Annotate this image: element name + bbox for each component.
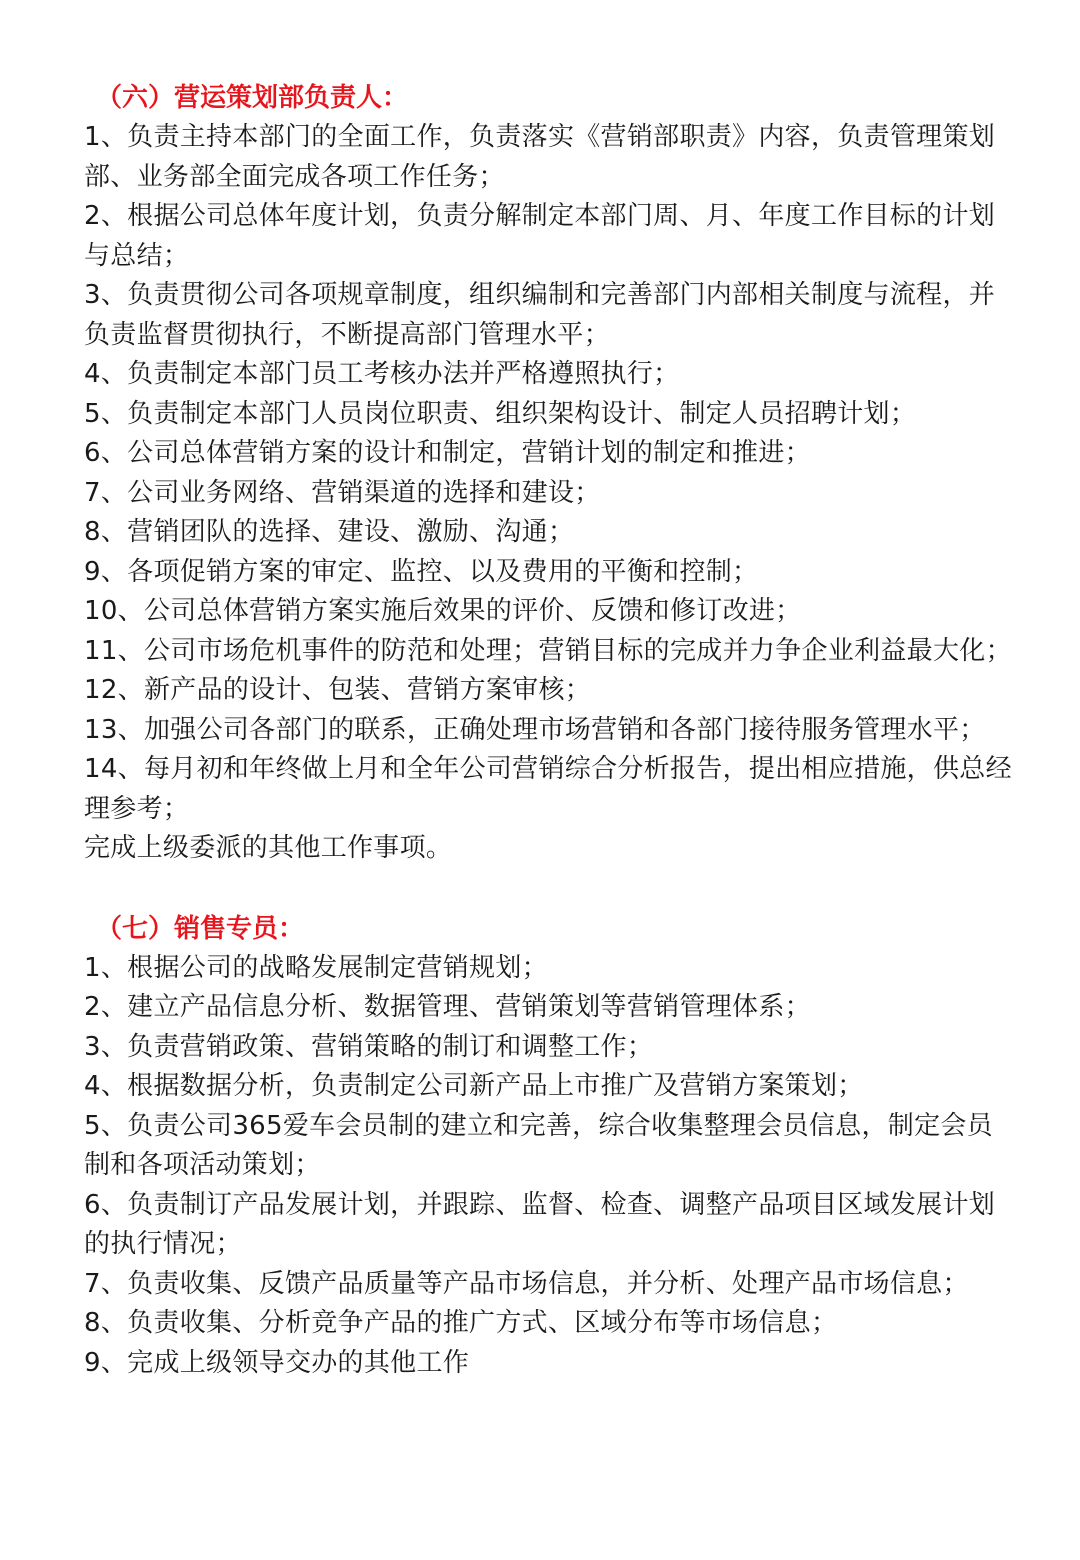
list-item: 6、公司总体营销方案的设计和制定，营销计划的制定和推进； [84,438,811,468]
section-spacer [84,869,1014,909]
section-7-title: （七）销售专员： [96,913,305,944]
list-item: 14、每月初和年终做上月和全年公司营销综合分析报告，提出相应措施，供总经理参考； [84,754,1012,824]
list-item: 3、负责营销政策、营销策略的制订和调整工作； [84,1031,654,1062]
list-item: 7、负责收集、反馈产品质量等产品市场信息，并分析、处理产品市场信息； [84,1268,969,1299]
section-6-list [84,118,1014,869]
list-item: 2、根据公司总体年度计划，负责分解制定本部门周、月、年度工作目标的计划与总结； [84,201,996,271]
list-item: 13、加强公司各部门的联系，正确处理市场营销和各部门接待服务管理水平； [84,714,986,745]
list-item: 5、负责制定本部门人员岗位职责、组织架构设计、制定人员招聘计划； [84,398,917,429]
document-page [84,78,1014,1383]
list-item: 1、负责主持本部门的全面工作，负责落实《营销部职责》内容，负责管理策划部、业务部全面完成各项工作任务； [84,122,996,192]
list-item: 完成上级委派的其他工作事项。 [84,833,453,863]
list-item: 5、负责公司365爱车会员制的建立和完善，综合收集整理会员信息，制定会员制和各项活动策划； [84,1110,993,1180]
section-7-list [84,949,1014,1384]
list-item: 12、新产品的设计、包装、营销方案审核； [84,675,592,705]
list-item: 2、建立产品信息分析、数据管理、营销策划等营销管理体系； [84,992,811,1022]
list-item: 7、公司业务网络、营销渠道的选择和建设； [84,477,601,508]
list-item: 1、根据公司的战略发展制定营销规划； [84,952,548,983]
list-item: 10、公司总体营销方案实施后效果的评价、反馈和修订改进； [84,596,802,626]
list-item: 9、各项促销方案的审定、监控、以及费用的平衡和控制； [84,556,759,587]
list-item: 3、负责贯彻公司各项规章制度，组织编制和完善部门内部相关制度与流程，并负责监督贯彻执行，不断提高部门管理水平； [84,280,996,350]
list-item: 6、负责制订产品发展计划，并跟踪、监督、检查、调整产品项目区域发展计划的执行情况； [84,1189,996,1259]
list-item: 4、根据数据分析，负责制定公司新产品上市推广及营销方案策划； [84,1071,864,1101]
list-item: 8、负责收集、分析竞争产品的推广方式、区域分布等市场信息； [84,1308,838,1338]
list-item: 11、公司市场危机事件的防范和处理；营销目标的完成并力争企业利益最大化； [84,635,1012,666]
list-item: 4、负责制定本部门员工考核办法并严格遵照执行； [84,359,680,389]
section-6-title: （六）营运策划部负责人： [96,83,409,113]
list-item: 8、营销团队的选择、建设、激励、沟通； [84,517,575,547]
list-item: 9、完成上级领导交办的其他工作 [84,1347,470,1378]
